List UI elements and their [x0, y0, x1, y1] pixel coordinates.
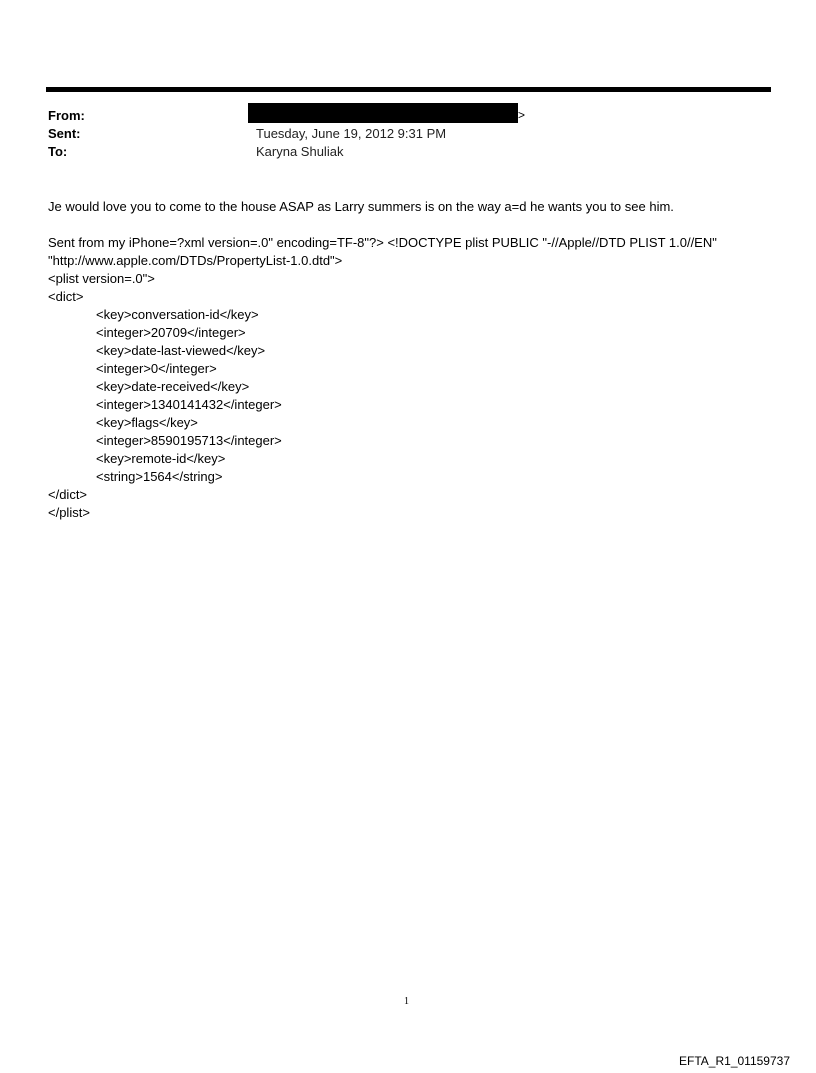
header-rule [46, 87, 771, 92]
plist-line: <plist version=.0"> [48, 271, 155, 286]
from-suffix: > [518, 108, 526, 122]
dict-line: <key>conversation-id</key> [96, 307, 259, 322]
closing-line: </plist> [48, 505, 90, 520]
dict-line: <key>flags</key> [96, 415, 198, 430]
redacted-sender [248, 103, 518, 123]
dict-line: <integer>1340141432</integer> [96, 397, 282, 412]
sent-label: Sent: [48, 126, 81, 141]
plist-line: <dict> [48, 289, 84, 304]
to-value: Karyna Shuliak [256, 144, 344, 159]
dict-line: <integer>0</integer> [96, 361, 217, 376]
from-label: From: [48, 108, 85, 123]
message-text: Je would love you to come to the house ASAP as Larry summers is on the way a=d he wants you to see him. [48, 199, 674, 214]
dict-line: <integer>20709</integer> [96, 325, 246, 340]
bates-number: EFTA_R1_01159737 [679, 1054, 790, 1068]
dict-line: <key>date-received</key> [96, 379, 250, 394]
dict-line: <integer>8590195713</integer> [96, 433, 282, 448]
plist-line: "http://www.apple.com/DTDs/PropertyList-1.0.dtd"> [48, 253, 343, 268]
dict-line: <key>date-last-viewed</key> [96, 343, 266, 358]
dict-line: <key>remote-id</key> [96, 451, 226, 466]
plist-line: Sent from my iPhone=?xml version=.0" encoding=TF-8"?> <!DOCTYPE plist PUBLIC "-//Apple//DTD PLIST 1.0//EN" [48, 235, 717, 250]
closing-line: </dict> [48, 487, 88, 502]
dict-line: <string>1564</string> [96, 469, 223, 484]
page-number: 1 [404, 996, 409, 1007]
sent-value: Tuesday, June 19, 2012 9:31 PM [256, 126, 447, 141]
to-label: To: [48, 144, 68, 159]
